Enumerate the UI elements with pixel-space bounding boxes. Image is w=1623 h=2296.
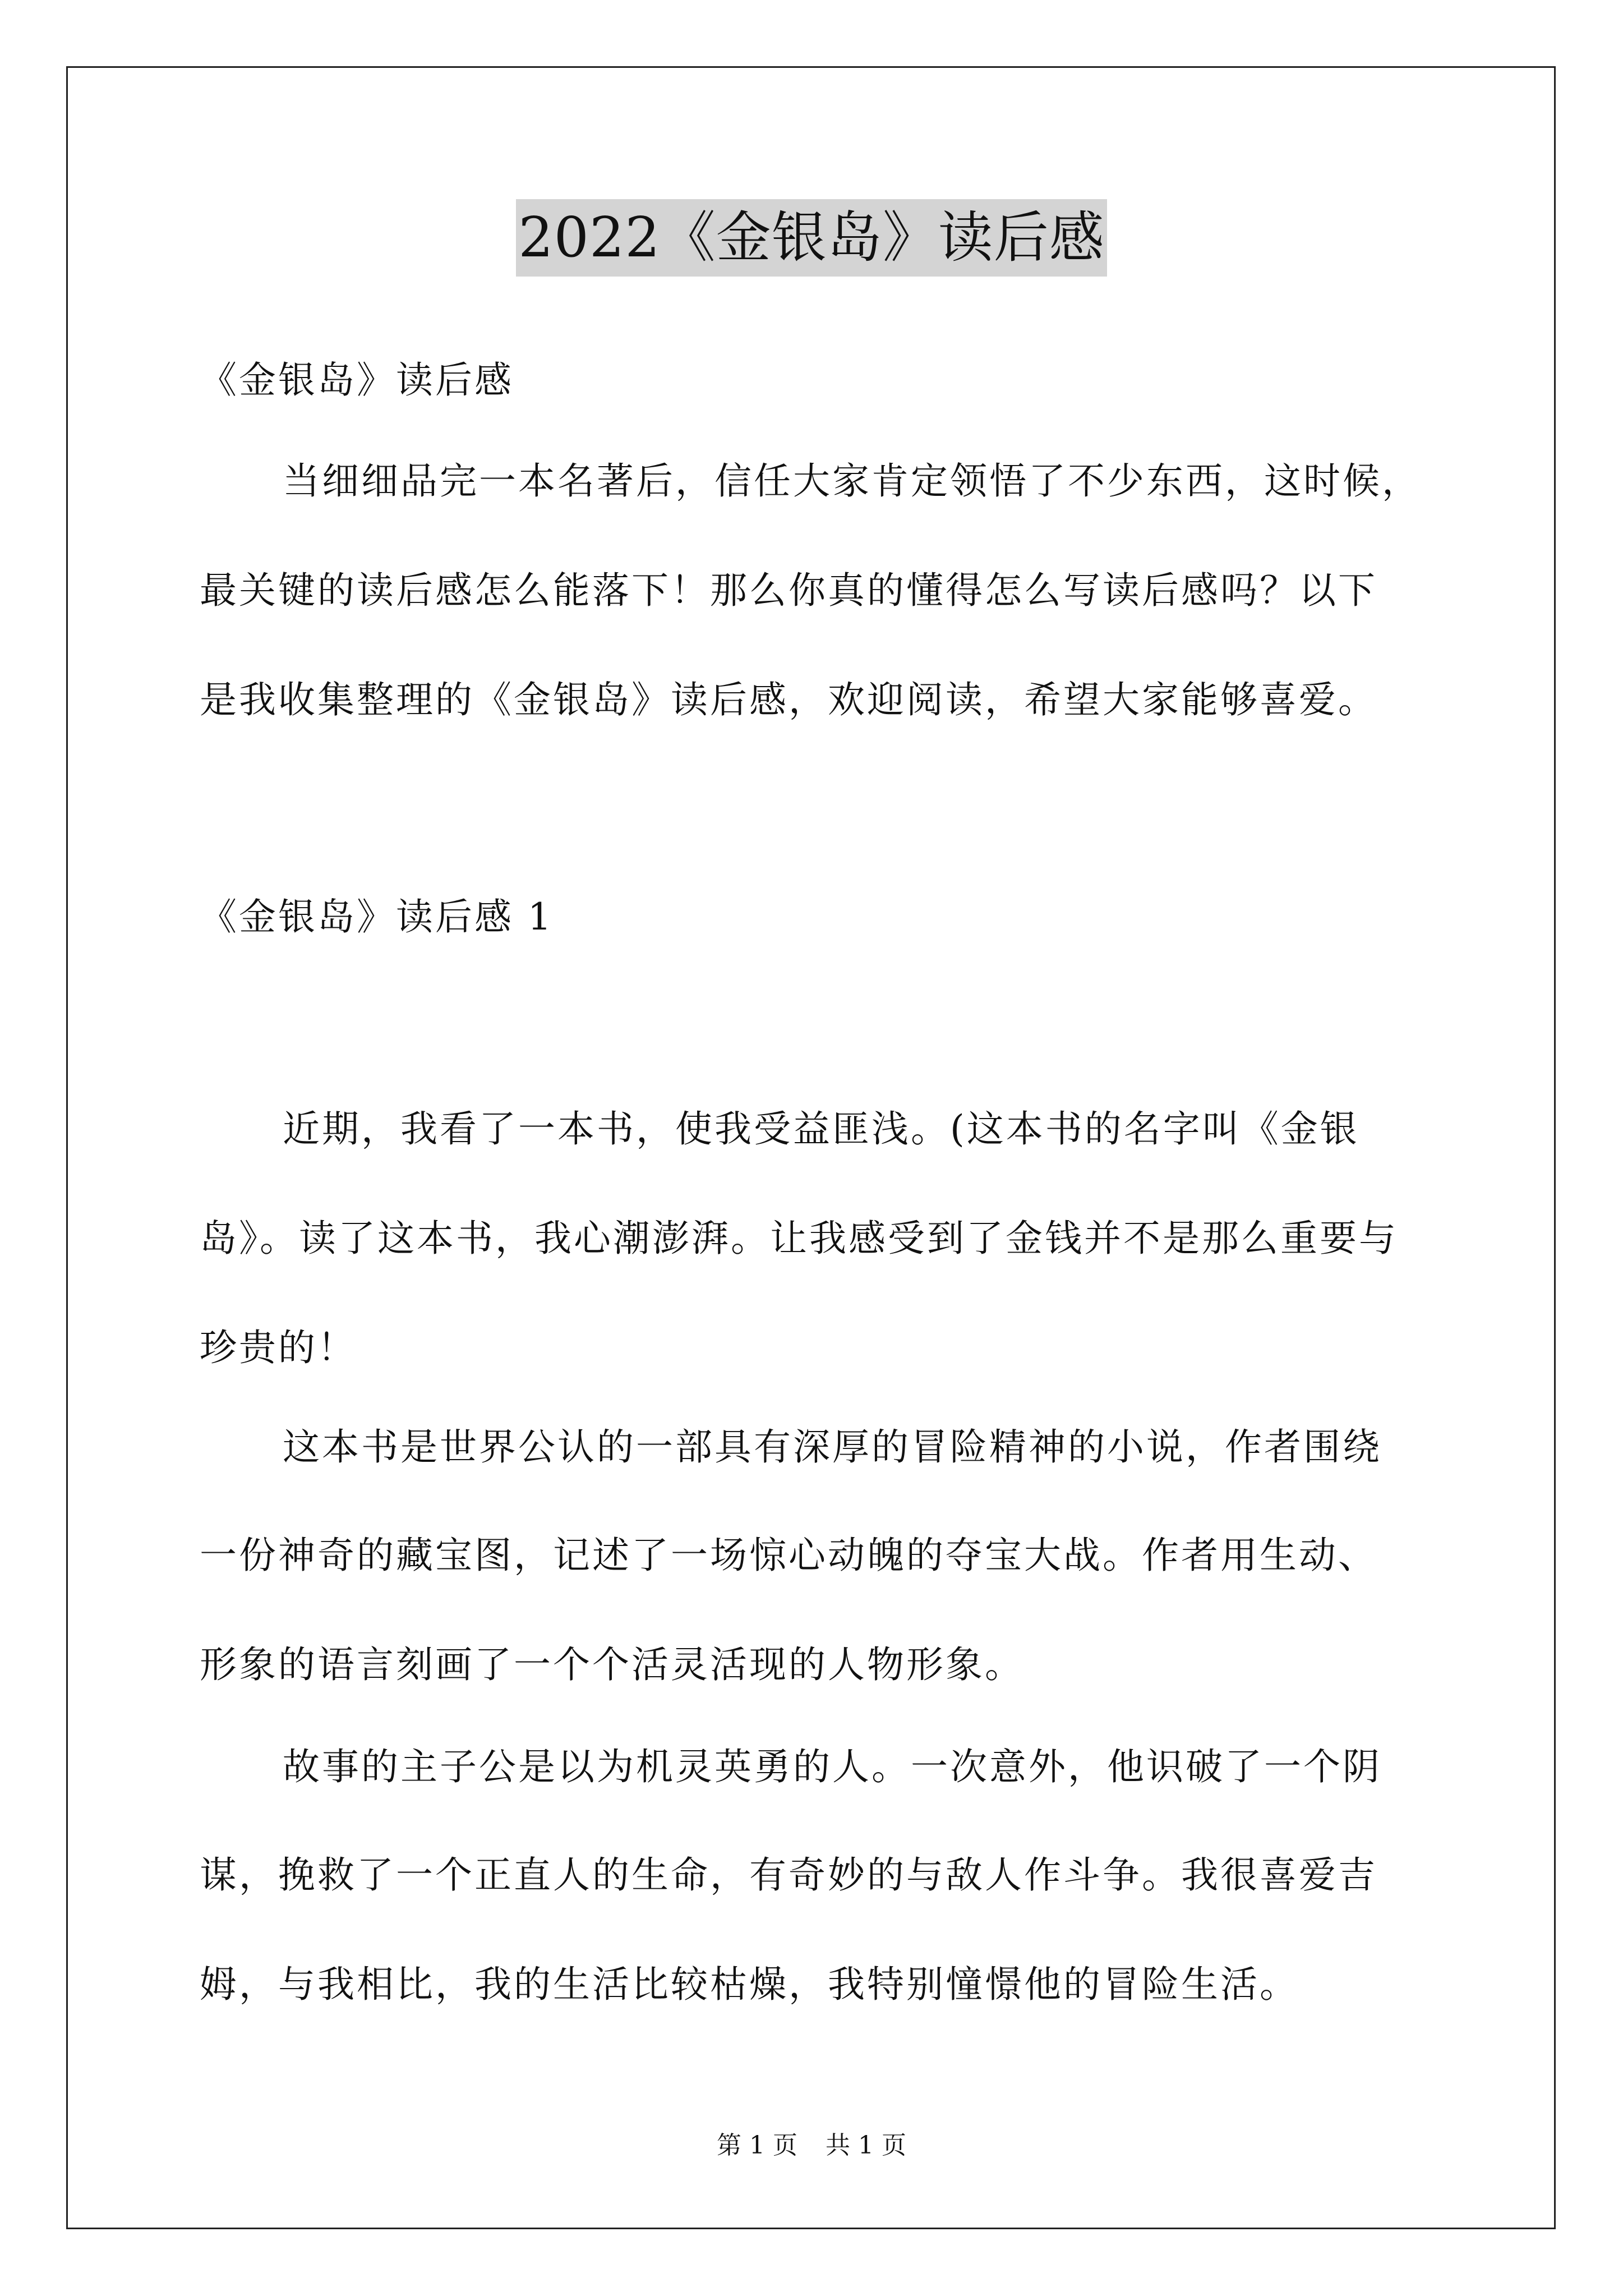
intro-line-1: 当细细品完一本名著后，信任大家肯定领悟了不少东西，这时候， — [283, 459, 1421, 503]
paragraph3-line-1: 故事的主子公是以为机灵英勇的人。一次意外，他识破了一个阴 — [283, 1745, 1382, 1788]
paragraph2-line-2: 一份神奇的藏宝图，记述了一场惊心动魄的夺宝大战。作者用生动、 — [200, 1534, 1377, 1577]
page-total: 共 1 页 — [826, 2131, 906, 2160]
subtitle: 《金银岛》读后感 — [200, 358, 514, 402]
intro-line-3: 是我收集整理的《金银岛》读后感，欢迎阅读，希望大家能够喜爱。 — [200, 678, 1377, 721]
paragraph2-line-1: 这本书是世界公认的一部具有深厚的冒险精神的小说，作者围绕 — [283, 1425, 1382, 1469]
paragraph1-line-2: 岛》。读了这本书，我心潮澎湃。让我感受到了金钱并不是那么重要与 — [200, 1217, 1398, 1260]
title-container — [0, 199, 1623, 277]
section-heading: 《金银岛》读后感 1 — [200, 895, 554, 938]
page-footer — [0, 2129, 1623, 2162]
paragraph3-line-3: 姆，与我相比，我的生活比较枯燥，我特别憧憬他的冒险生活。 — [200, 1963, 1299, 2006]
page-number: 第 1 页 — [717, 2131, 797, 2160]
paragraph1-line-3: 珍贵的！ — [200, 1326, 357, 1369]
paragraph3-line-2: 谋，挽救了一个正直人的生命，有奇妙的与敌人作斗争。我很喜爱吉 — [200, 1853, 1377, 1897]
paragraph2-line-3: 形象的语言刻画了一个个活灵活现的人物形象。 — [200, 1643, 1024, 1686]
document-title: 2022《金银岛》读后感 — [516, 199, 1106, 277]
paragraph1-line-1: 近期，我看了一本书，使我受益匪浅。(这本书的名字叫《金银 — [283, 1107, 1359, 1151]
intro-line-2: 最关键的读后感怎么能落下！那么你真的懂得怎么写读后感吗？以下 — [200, 569, 1377, 612]
